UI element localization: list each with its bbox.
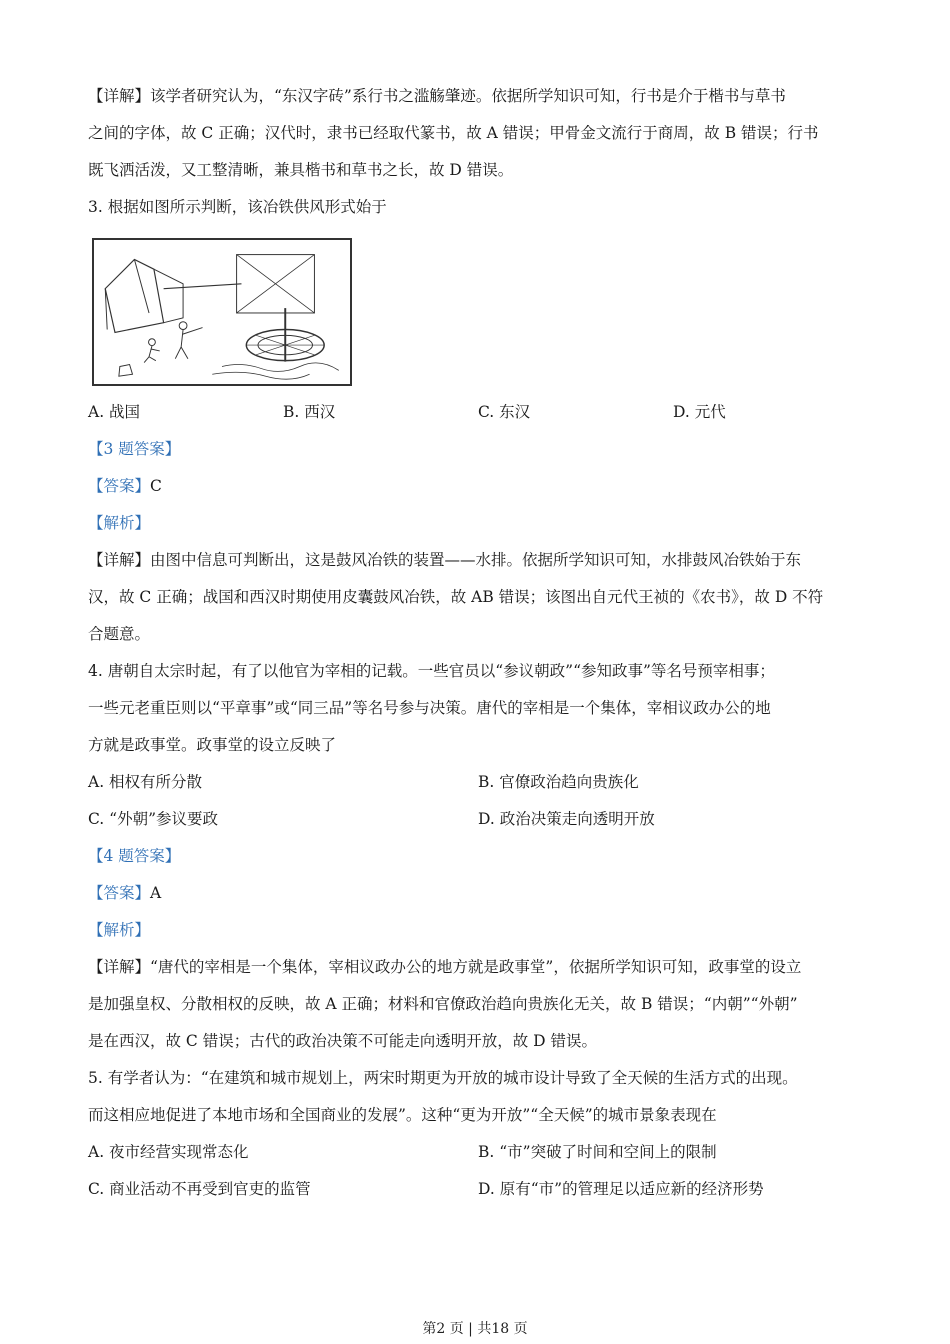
q4-option-b: B. 官僚政治趋向贵族化: [478, 773, 639, 791]
water-bellows-drawing: [94, 240, 350, 384]
q4-stem-line-2: 一些元老重臣则以“平章事”或“同三品”等名号参与决策。唐代的宰相是一个集体，宰相议政办公的地: [88, 699, 771, 717]
page-footer: 第2 页 | 共18 页: [422, 1321, 528, 1337]
page-content: [88, 78, 870, 1208]
q4-options-row-1: [88, 764, 870, 801]
q3-option-c: C. 东汉: [478, 403, 531, 421]
q5-options-row-2: [88, 1171, 870, 1208]
q4-detail-line-3: 是在西汉，故 C 错误；古代的政治决策不可能走向透明开放，故 D 错误。: [88, 1032, 597, 1050]
q3-option-b: B. 西汉: [283, 403, 336, 421]
q5-option-d: D. 原有“市”的管理足以适应新的经济形势: [478, 1180, 764, 1198]
q3-option-d: D. 元代: [673, 403, 726, 421]
q3-option-a: A. 战国: [88, 403, 141, 421]
q5-option-b: B. “市”突破了时间和空间上的限制: [478, 1143, 717, 1161]
q3-answer: [88, 468, 870, 505]
q3-options: [88, 394, 870, 431]
q5-options-row-1: [88, 1134, 870, 1171]
q2-detail-line-3: 既飞洒活泼，又工整清晰，兼具楷书和草书之长，故 D 错误。: [88, 161, 514, 179]
q5-stem-line-1: 5. 有学者认为：“在建筑和城市规划上，两宋时期更为开放的城市设计导致了全天候的生活方式的出现。: [88, 1069, 798, 1087]
q5-option-a: A. 夜市经营实现常态化: [88, 1143, 249, 1161]
q3-answer-label: 【答案】: [88, 477, 151, 495]
q5-option-c: C. 商业活动不再受到官吏的监管: [88, 1180, 311, 1198]
q4-option-d: D. 政治决策走向透明开放: [478, 810, 655, 828]
q4-stem-line-3: 方就是政事堂。政事堂的设立反映了: [88, 736, 337, 754]
q5-stem-line-2: 而这相应地促进了本地市场和全国商业的发展”。这种“更为开放”“全天候”的城市景象表现在: [88, 1106, 717, 1124]
q3-detail-line-1: 【详解】由图中信息可判断出，这是鼓风冶铁的装置——水排。依据所学知识可知，水排鼓风冶铁始于东: [88, 551, 802, 569]
q2-detail-line-2: 之间的字体，故 C 正确；汉代时，隶书已经取代篆书，故 A 错误；甲骨金文流行于商周，故 B 错误；行书: [88, 124, 819, 142]
q4-options-row-2: [88, 801, 870, 838]
q4-stem-line-1: 4. 唐朝自太宗时起，有了以他官为宰相的记载。一些官员以“参议朝政”“参知政事”等名号预宰相事；: [88, 662, 775, 680]
q3-answer-value: C: [150, 477, 162, 495]
q3-detail-line-2: 汉，故 C 正确；战国和西汉时期使用皮囊鼓风冶铁，故 AB 错误；该图出自元代王祯的《农书》，故 D 不符: [88, 588, 824, 606]
water-bellows-illustration: [92, 238, 352, 386]
q4-detail-line-2: 是加强皇权、分散相权的反映，故 A 正确；材料和官僚政治趋向贵族化无关，故 B 错误；“内朝”“外朝”: [88, 995, 798, 1013]
q3-answer-header: 【3 题答案】: [88, 440, 181, 458]
q4-answer-value: A: [150, 884, 162, 902]
q4-option-c: C. “外朝”参议要政: [88, 810, 219, 828]
q4-answer-label: 【答案】: [88, 884, 151, 902]
q3-analysis-label: 【解析】: [88, 514, 151, 532]
q4-answer-header: 【4 题答案】: [88, 847, 181, 865]
q3-detail-line-3: 合题意。: [88, 625, 151, 643]
q2-detail-line-1: 【详解】该学者研究认为，“东汉字砖”系行书之滥觞肇迹。依据所学知识可知，行书是介于楷书与草书: [88, 87, 786, 105]
q4-answer: [88, 875, 870, 912]
q3-stem: 3. 根据如图所示判断，该冶铁供风形式始于: [88, 198, 387, 216]
q4-option-a: A. 相权有所分散: [88, 773, 203, 791]
q4-analysis-label: 【解析】: [88, 921, 151, 939]
q4-detail-line-1: 【详解】“唐代的宰相是一个集体，宰相议政办公的地方就是政事堂”，依据所学知识可知，政事堂的设立: [88, 958, 802, 976]
